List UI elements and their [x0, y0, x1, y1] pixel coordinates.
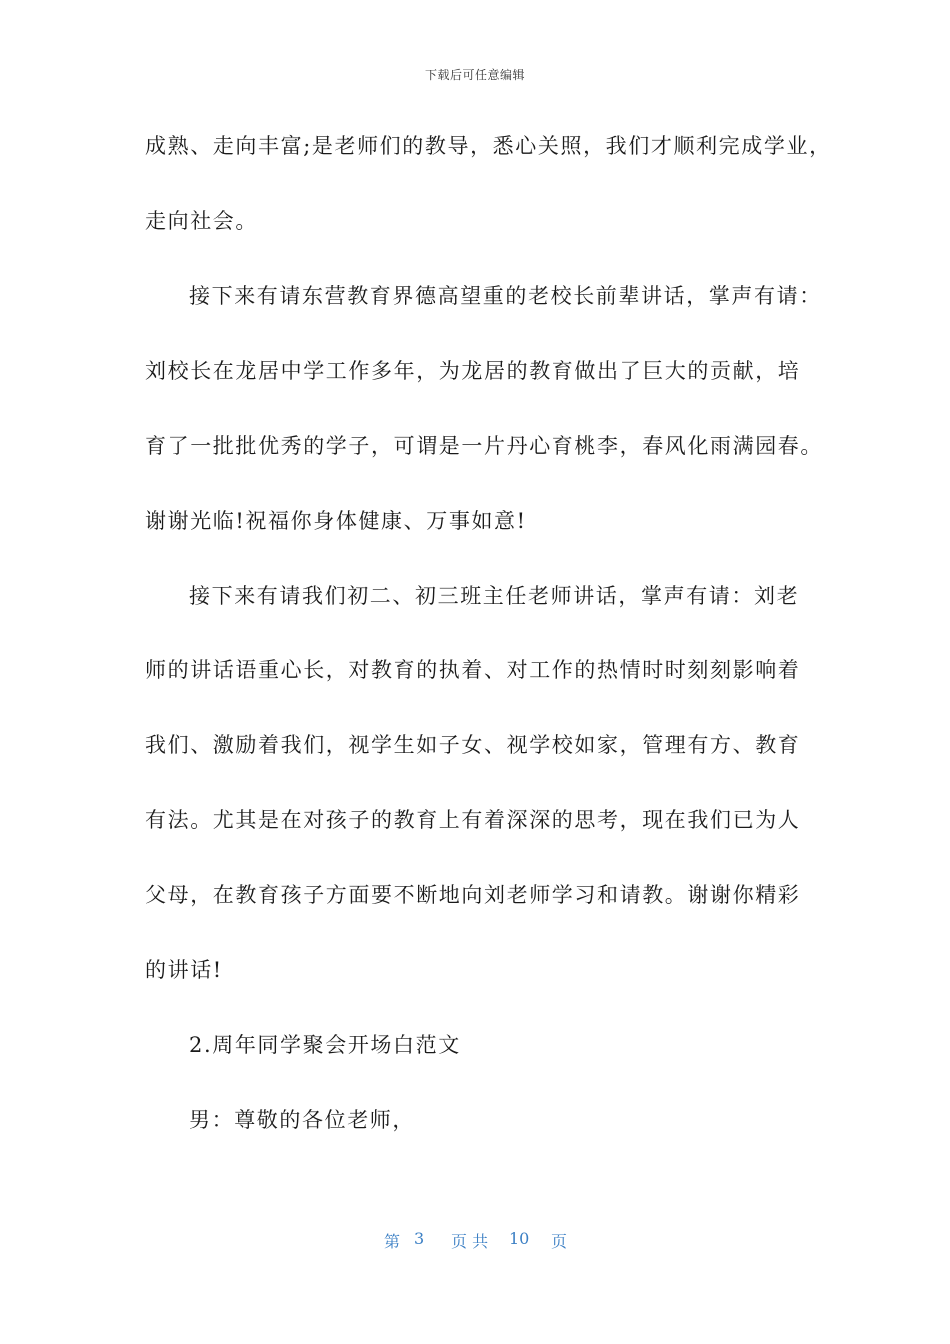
- body-line: 有法。尤其是在对孩子的教育上有着深深的思考，现在我们已为人: [145, 808, 801, 832]
- body-line: 谢谢光临!祝福你身体健康、万事如意!: [145, 509, 527, 533]
- page-mid: 页 共: [451, 1232, 489, 1251]
- body-line: 男：尊敬的各位老师，: [189, 1108, 415, 1132]
- body-line: 父母，在教育孩子方面要不断地向刘老师学习和请教。谢谢你精彩: [145, 883, 801, 907]
- body-line: 刘校长在龙居中学工作多年，为龙居的教育做出了巨大的贡献，培: [145, 359, 801, 383]
- body-line: 接下来有请东营教育界德高望重的老校长前辈讲话，掌声有请：: [189, 284, 822, 308]
- page-footer: [0, 1229, 950, 1253]
- body-line: 育了一批批优秀的学子，可谓是一片丹心育桃李，春风化雨满园春。: [145, 434, 823, 458]
- page-current: 3: [414, 1229, 425, 1248]
- body-line: 成熟、走向丰富;是老师们的教导，悉心关照，我们才顺利完成学业，: [145, 134, 832, 158]
- page-suffix: 页: [551, 1232, 568, 1251]
- body-line: 我们、激励着我们，视学生如子女、视学校如家，管理有方、教育: [145, 733, 801, 757]
- body-line: 师的讲话语重心长，对教育的执着、对工作的热情时时刻刻影响着: [145, 658, 801, 682]
- body-line: 的讲话!: [145, 958, 223, 982]
- header-note: 下载后可任意编辑: [424, 68, 525, 82]
- page-total: 10: [509, 1229, 530, 1248]
- body-line: 接下来有请我们初二、初三班主任老师讲话，掌声有请：刘老: [189, 584, 800, 608]
- body-line: 走向社会。: [145, 209, 258, 233]
- section-heading: 2.周年同学聚会开场白范文: [189, 1033, 461, 1057]
- page-prefix: 第: [384, 1232, 401, 1251]
